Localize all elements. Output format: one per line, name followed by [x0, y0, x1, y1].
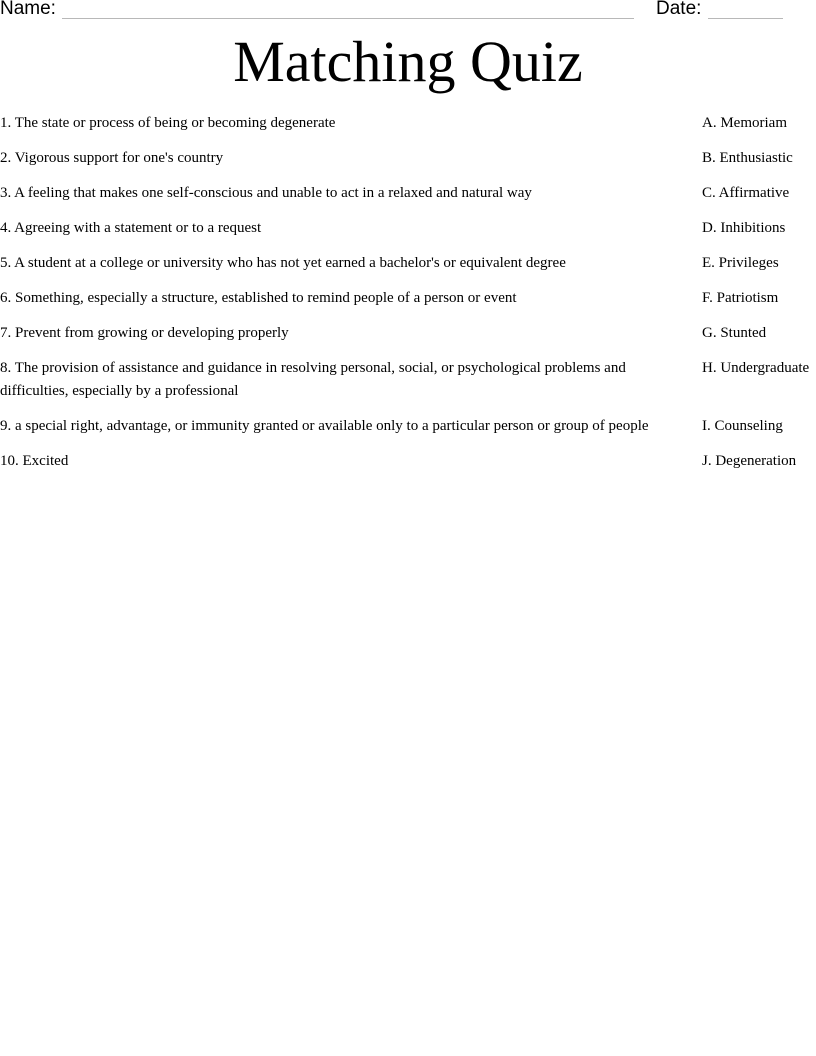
quiz-row-9	[0, 415, 816, 438]
answer-h: H. Undergraduate	[702, 360, 810, 376]
question-8: 8. The provision of assistance and guidance in resolving personal, social, or psychological problems and difficulties, especially by a professional	[0, 360, 626, 399]
quiz-row-10	[0, 450, 816, 473]
question-7: 7. Prevent from growing or developing properly	[0, 325, 289, 341]
quiz-row-2	[0, 147, 816, 170]
answer-a: A. Memoriam	[702, 115, 787, 131]
quiz-row-8	[0, 357, 816, 403]
question-4: 4. Agreeing with a statement or to a request	[0, 220, 262, 236]
answer-d: D. Inhibitions	[702, 220, 786, 236]
question-1: 1. The state or process of being or becoming degenerate	[0, 115, 336, 131]
date-label: Date:	[656, 0, 702, 19]
answer-g: G. Stunted	[702, 325, 767, 341]
name-label: Name:	[0, 0, 56, 19]
answer-j: J. Degeneration	[702, 453, 797, 469]
answer-i: I. Counseling	[702, 418, 783, 434]
answer-c: C. Affirmative	[702, 185, 790, 201]
question-10: 10. Excited	[0, 453, 69, 469]
quiz-row-4	[0, 217, 816, 240]
matching-list	[0, 112, 816, 485]
quiz-row-5	[0, 252, 816, 275]
answer-f: F. Patriotism	[702, 290, 779, 306]
quiz-row-7	[0, 322, 816, 345]
quiz-row-1	[0, 112, 816, 135]
question-5: 5. A student at a college or university who has not yet earned a bachelor's or equivalent degree	[0, 255, 566, 271]
question-3: 3. A feeling that makes one self-conscious and unable to act in a relaxed and natural way	[0, 185, 532, 201]
quiz-row-6	[0, 287, 816, 310]
question-6: 6. Something, especially a structure, established to remind people of a person or event	[0, 290, 517, 306]
name-field[interactable]	[62, 18, 634, 19]
answer-b: B. Enthusiastic	[702, 150, 793, 166]
date-field[interactable]	[708, 18, 783, 19]
quiz-row-3	[0, 182, 816, 205]
question-2: 2. Vigorous support for one's country	[0, 150, 224, 166]
worksheet-header	[0, 0, 816, 24]
page-title: Matching Quiz	[233, 29, 583, 94]
question-9: 9. a special right, advantage, or immunity granted or available only to a particular person or group of people	[0, 418, 649, 434]
answer-e: E. Privileges	[702, 255, 779, 271]
